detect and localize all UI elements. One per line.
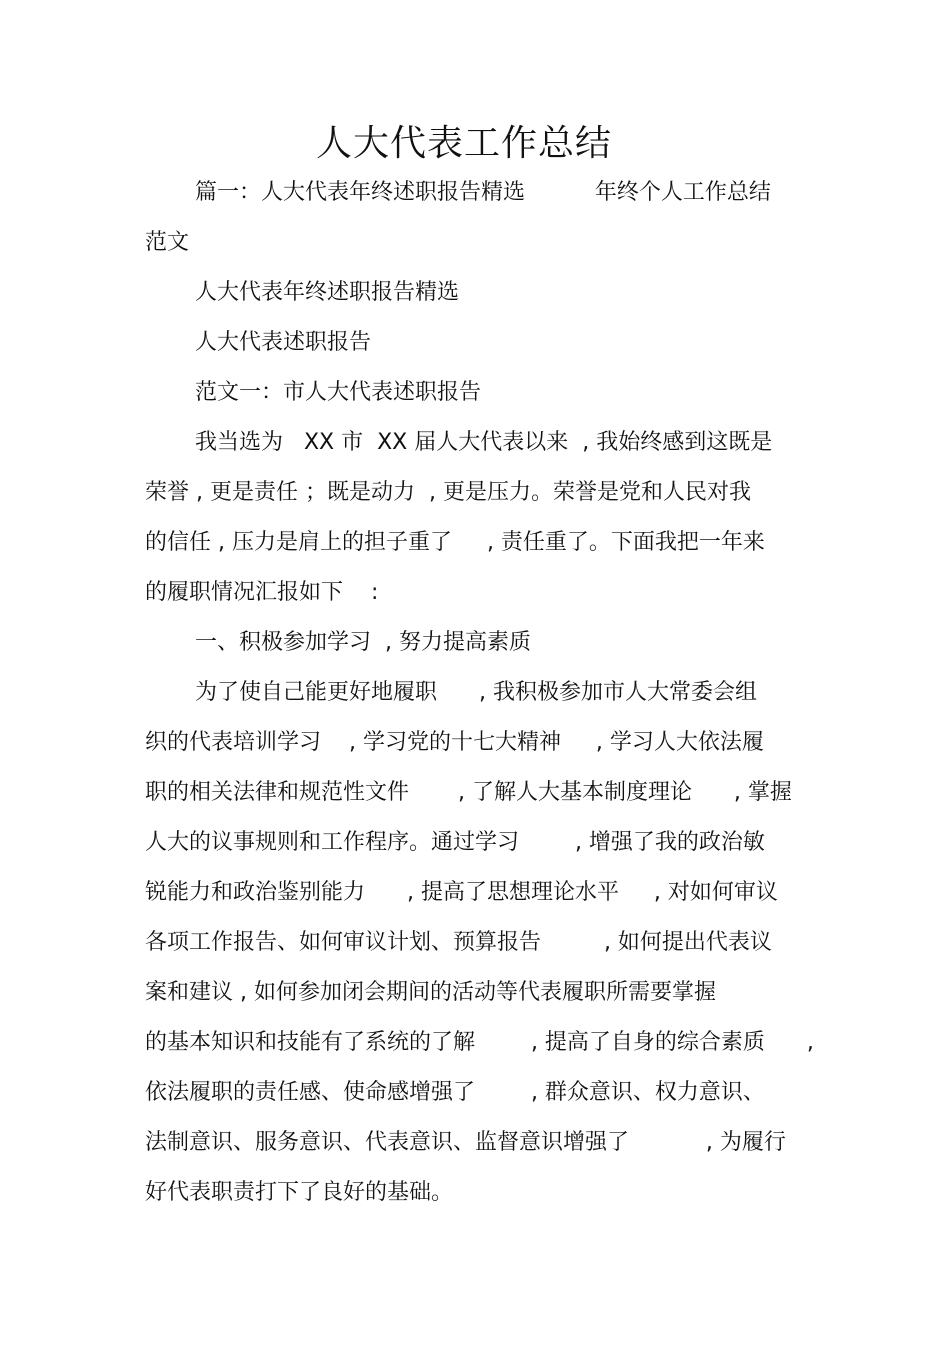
paragraph-line: 人大代表年终述职报告精选 — [195, 280, 460, 305]
paragraph-line: 案和建议 , 如何参加闭会期间的活动等代表履职所需要掌握 — [145, 980, 716, 1005]
paragraph-line: 依法履职的责任感、使命感增强了 , 群众意识、权力意识、 — [145, 1080, 765, 1105]
paragraph-line: 的履职情况汇报如下 : — [145, 580, 379, 605]
paragraph-line: 各项工作报告、如何审议计划、预算报告 , 如何提出代表议 — [145, 930, 772, 955]
paragraph-line: 锐能力和政治鉴别能力 , 提高了思想理论水平 , 对如何审议 — [145, 880, 778, 905]
paragraph-line: 法制意识、服务意识、代表意识、监督意识增强了 , 为履行 — [145, 1130, 786, 1155]
document-title: 人大代表工作总结 — [315, 123, 612, 164]
paragraph-line: 范文一：市人大代表述职报告 — [195, 380, 482, 405]
paragraph-line: 人大的议事规则和工作程序。通过学习 , 增强了我的政治敏 — [145, 830, 765, 855]
paragraph-line: 荣誉 , 更是责任 ；既是动力 , 更是压力。荣誉是党和人民对我 — [145, 480, 751, 505]
section-heading: 一、积极参加学习 , 努力提高素质 — [195, 630, 531, 655]
paragraph-line: 职的相关法律和规范性文件 , 了解人大基本制度理论 , 掌握 — [145, 780, 792, 805]
paragraph-line: 人大代表述职报告 — [195, 330, 372, 355]
paragraph-line: 为了使自己能更好地履职 , 我积极参加市人大常委会组 — [195, 680, 757, 705]
paragraph-line: 织的代表培训学习 , 学习党的十七大精神 , 学习人大依法履 — [145, 730, 764, 755]
paragraph-line: 篇一：人大代表年终述职报告精选 年终个人工作总结 — [195, 180, 771, 205]
paragraph-line: 的信任 , 压力是肩上的担子重了 , 责任重了。下面我把一年来 — [145, 530, 765, 555]
paragraph-line: 的基本知识和技能有了系统的了解 , 提高了自身的综合素质 , — [145, 1030, 814, 1055]
paragraph-line: 我当选为 XX 市 XX 届人大代表以来 , 我始终感到这既是 — [195, 430, 773, 455]
paragraph-line: 范文 — [145, 230, 190, 255]
paragraph-line: 好代表职责打下了良好的基础。 — [145, 1180, 454, 1205]
